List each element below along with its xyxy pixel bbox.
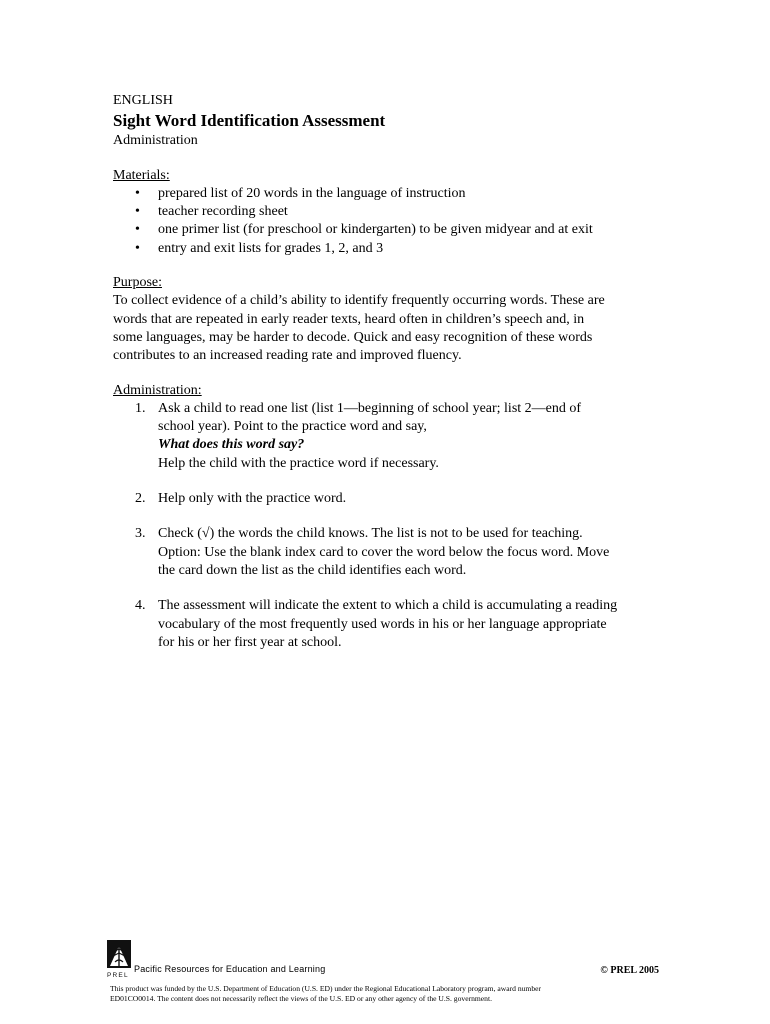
step-item: 4. The assessment will indicate the extent to which a child is accumulating a reading vocabulary of the most frequently used words in his or her language appropriate for his or her first year at school. [135,598,618,650]
prel-logo-icon [107,940,131,978]
page-title: Sight Word Identification Assessment [113,111,386,131]
purpose-heading: Purpose: [113,275,162,291]
step-number: 4. [135,598,146,614]
step-number: 2. [135,491,146,507]
materials-heading: Materials: [113,167,170,183]
document-body [113,92,653,669]
step-item: 1. Ask a child to read one list (list 1—beginning of school year; list 2—end of school year). Point to the practice word and say, What does this word say? Help the child with the practice word if necessary. [113,400,653,473]
step-item: 3. Check (√) the words the child knows. The list is not to be used for teaching. Option: Use the blank index card to cover the word below the focus word. Move the card down the list as the child identifies each word. [135,526,610,578]
materials-list [113,185,653,258]
subject-label: ENGLISH [113,93,173,108]
purpose-paragraph: To collect evidence of a child’s ability to identify frequently occurring words. These are words that are repeated in early reader texts, heard often in children’s speech and, in some languages, may be harder to decode. Quick and easy recognition of these words contributes to an increased reading rate and improved fluency. [113,293,605,364]
step-item: 2. Help only with the practice word. [113,490,653,508]
page-subtitle: Administration [113,133,198,149]
bullet-icon: • [135,222,140,238]
list-item: • prepared list of 20 words in the language of instruction [113,185,653,203]
funding-disclaimer: This product was funded by the U.S. Department of Education (U.S. ED) under the Regional Educational Laboratory program, award number ED01CO0014. The content does not necessarily reflect the views of the U.S. ED or any other agency of the U.S. government. [110,984,542,1003]
org-name: Pacific Resources for Education and Learning [134,964,326,974]
step-number: 3. [135,526,146,542]
svg-text:PREL: PREL [107,972,129,978]
bullet-icon: • [135,204,140,220]
step-number: 1. [135,400,146,416]
list-item: • teacher recording sheet [113,203,653,221]
practice-prompt: What does this word say? [158,437,305,453]
administration-steps [113,400,653,652]
bullet-icon: • [135,185,140,201]
administration-heading: Administration: [113,382,202,398]
list-item: • entry and exit lists for grades 1, 2, and 3 [113,240,653,258]
bullet-icon: • [135,240,140,256]
list-item: • one primer list (for preschool or kindergarten) to be given midyear and at exit [113,221,653,239]
copyright-notice: © PREL 2005 [600,965,659,976]
